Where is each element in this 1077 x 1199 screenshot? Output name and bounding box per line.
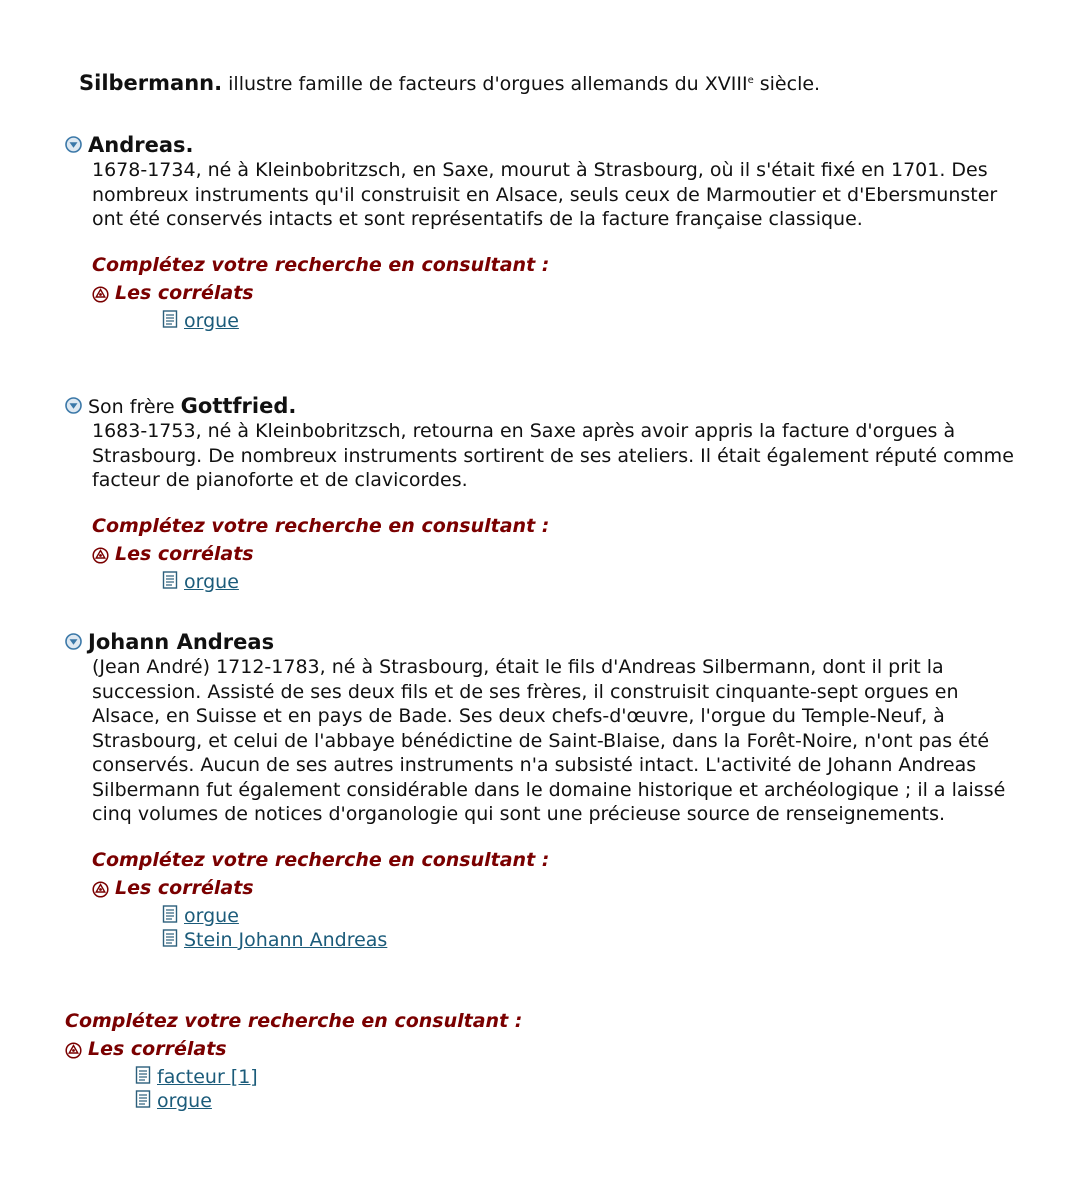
link-orgue[interactable]: orgue: [157, 1090, 212, 1112]
headline-text: illustre famille de facteurs d'orgues allemands du XVIII: [228, 73, 748, 95]
correlats-heading[interactable]: [92, 539, 1025, 569]
link-item: [162, 927, 1025, 951]
triskele-circle-icon: [65, 1042, 82, 1059]
complete-label: Complétez votre recherche en consultant :: [92, 848, 550, 871]
correlats-label: Les corrélats: [115, 281, 254, 304]
entry-title: Son frère Gottfried.: [88, 394, 297, 418]
entry-johann-andreas: [65, 629, 1025, 951]
correlats-label: Les corrélats: [115, 876, 254, 899]
link-list: [162, 569, 1025, 593]
headline: [79, 68, 820, 97]
related-section: [92, 252, 1025, 332]
document-icon: [135, 1090, 152, 1109]
triskele-circle-icon: [92, 547, 109, 564]
link-orgue[interactable]: orgue: [184, 904, 239, 927]
triskele-circle-icon: [92, 286, 109, 303]
entry-text: (Jean André) 1712-1783, né à Strasbourg, était le fils d'Andreas Silbermann, dont il prit la succession. Assisté de ses deux fils et de ses frères, il construisit cinquante-sept orgues en Alsace, en Suisse et en pays de Bade. Ses deux chefs-d'œuvre, l'orgue du Temple-Neuf, à Strasbourg, et celui de l'abbaye bénédictine de Saint-Blaise, dans la Forêt-Noire, n'ont pas été conservés. Aucun de ses autres instruments n'a subsisté intact. L'activité de Johann Andreas Silbermann fut également considérable dans le domaine historique et archéologique ; il a laissé cinq volumes de notices d'organologie qui sont une précieuse source de renseignements.: [92, 656, 1006, 825]
link-facteur[interactable]: facteur [1]: [157, 1066, 258, 1088]
down-arrow-circle-icon[interactable]: [65, 397, 82, 414]
link-orgue[interactable]: orgue: [184, 570, 239, 593]
entry-heading: [65, 132, 1025, 158]
link-list: [162, 903, 1025, 951]
document-icon: [162, 929, 179, 948]
complete-label: Complétez votre recherche en consultant :: [92, 514, 550, 537]
document-icon: [135, 1066, 152, 1085]
correlats-heading[interactable]: [92, 873, 1025, 903]
entry-title: Johann Andreas: [88, 630, 275, 654]
link-item: [135, 1064, 1025, 1088]
link-item: [162, 308, 1025, 332]
correlats-label: Les corrélats: [88, 1038, 227, 1060]
document-icon: [162, 571, 179, 590]
correlats-heading[interactable]: [92, 278, 1025, 308]
triskele-circle-icon: [92, 881, 109, 898]
entry-heading: [65, 629, 1025, 655]
footer-related-section: [65, 1008, 1025, 1112]
link-stein-johann-andreas[interactable]: Stein Johann Andreas: [184, 928, 388, 951]
entry-title: Andreas.: [88, 133, 194, 157]
entry-gottfried: [65, 393, 1025, 593]
link-list: [135, 1064, 1025, 1112]
entry-text: 1683-1753, né à Kleinbobritzsch, retourna en Saxe après avoir appris la facture d'orgues à Strasbourg. De nombreux instruments sortirent de ses ateliers. Il était également réputé comme facteur de pianoforte et de clavicordes.: [92, 420, 1014, 491]
complete-label: Complétez votre recherche en consultant :: [65, 1010, 523, 1032]
entry-andreas: [65, 132, 1025, 332]
document-icon: [162, 905, 179, 924]
entry-text: 1678-1734, né à Kleinbobritzsch, en Saxe, mourut à Strasbourg, où il s'était fixé en 1701. Des nombreux instruments qu'il construisit en Alsace, seuls ceux de Marmoutier et d'Ebersmunster ont été conservés intacts et sont représentatifs de la facture française classique.: [92, 159, 998, 230]
headline-sup: e: [747, 75, 754, 86]
document-icon: [162, 310, 179, 329]
related-section: [92, 847, 1025, 951]
link-item: [135, 1088, 1025, 1112]
link-item: [162, 903, 1025, 927]
entry-heading: [65, 393, 1025, 419]
headline-text-end: siècle.: [753, 73, 821, 95]
link-item: [162, 569, 1025, 593]
link-list: [162, 308, 1025, 332]
headline-name: Silbermann.: [79, 71, 223, 95]
down-arrow-circle-icon[interactable]: [65, 136, 82, 153]
correlats-label: Les corrélats: [115, 542, 254, 565]
down-arrow-circle-icon[interactable]: [65, 633, 82, 650]
complete-label: Complétez votre recherche en consultant :: [92, 253, 550, 276]
link-orgue[interactable]: orgue: [184, 309, 239, 332]
related-section: [92, 513, 1025, 593]
correlats-heading[interactable]: [65, 1034, 1025, 1064]
